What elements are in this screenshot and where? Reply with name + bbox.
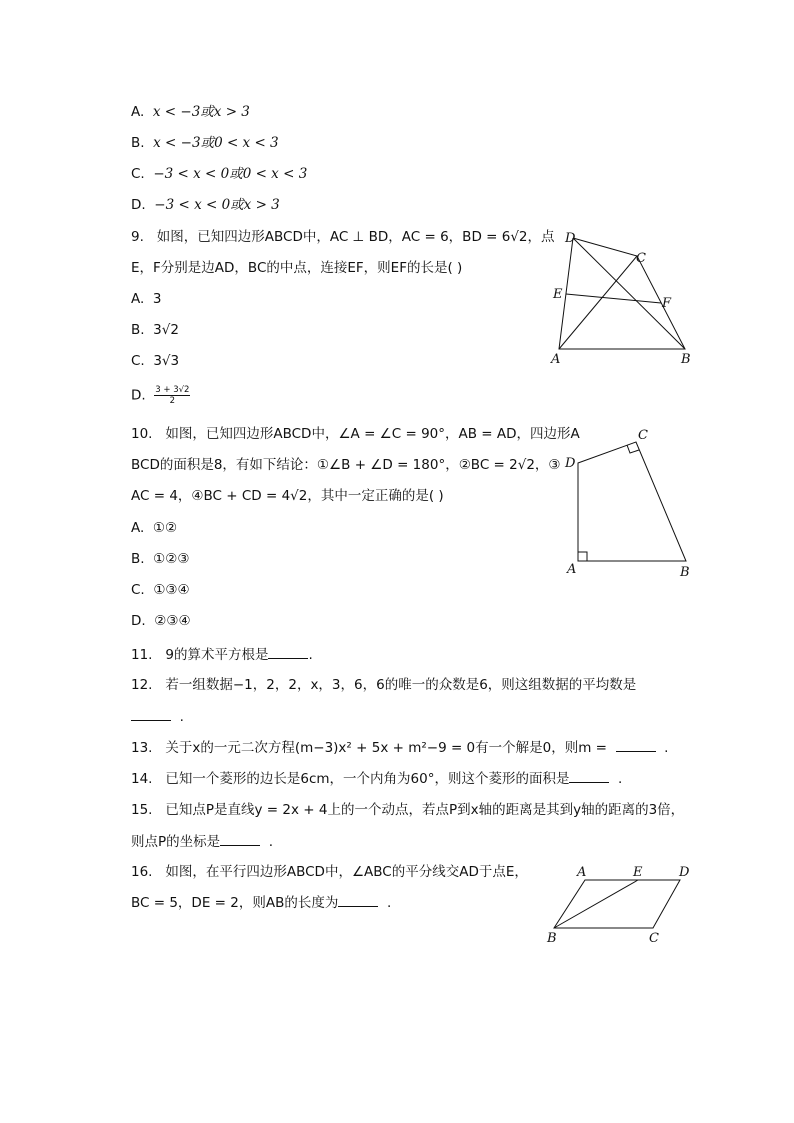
q16-label-d: D [679,865,690,880]
q9-segment-ef [566,294,661,303]
q10-label-b: B [680,565,690,580]
question-text: E，F分别是边AD，BC的中点，连接EF，则EF的长是( ) [131,260,463,276]
question-number: 13. [131,740,153,756]
q16-figure [543,862,698,950]
option-text: x < −3或0 < x < 3 [153,135,279,151]
q10-option-a [131,518,177,538]
option-label: B. [131,322,145,338]
q16-label-e: E [633,865,643,880]
option-label: C. [131,582,145,598]
option-label: B. [131,135,145,151]
question-text: 关于x的一元二次方程(m−3)x² + 5x + m²−9 = 0有一个解是0，则m = [165,740,612,756]
question-text: 若一组数据−1，2，2，x，3，6，6的唯一的众数是6，则这组数据的平均数是 [165,677,637,693]
q8-option-d [131,195,280,215]
q9-label-e: E [553,287,563,302]
option-text: x < −3或x > 3 [152,104,250,120]
q10-label-a: A [567,562,577,577]
option-text: ②③④ [154,613,191,629]
question-end: . [268,834,274,850]
q16-label-c: C [649,931,659,946]
answer-blank[interactable] [131,706,171,721]
option-fraction [154,385,190,406]
q12-line2 [131,706,184,727]
question-end: . [386,895,392,911]
q16-label-a: A [577,865,587,880]
answer-blank[interactable] [220,831,260,846]
q16-line1 [131,862,528,882]
option-label: D. [131,387,146,404]
q9-diagonal-ac [559,256,637,349]
q9-label-c: C [636,251,646,266]
question-text: AC = 4，④BC + CD = 4√2，其中一定正确的是( ) [131,488,444,504]
option-text: 3 [152,291,162,307]
question-text: 如图，在平行四边形ABCD中，∠ABC的平分线交AD于点E， [165,864,528,880]
question-number: 12. [131,677,153,693]
q10-stem-line1 [131,424,580,444]
q9-option-a [131,289,161,309]
q15-line2 [131,831,273,852]
question-number: 15. [131,802,153,818]
question-number: 11. [131,647,153,663]
q10-stem-line2 [131,455,561,475]
question-text: 如图，已知四边形ABCD中，AC ⊥ BD，AC = 6，BD = 6√2，点 [156,229,555,245]
option-text: −3 < x < 0或0 < x < 3 [153,166,308,182]
option-label: A. [131,104,145,120]
answer-blank[interactable] [569,768,609,783]
option-label: B. [131,551,145,567]
question-text: 9的算术平方根是 [165,647,269,663]
q16-line2 [131,892,391,913]
answer-blank[interactable] [616,737,656,752]
option-text: ①②③ [153,551,190,567]
q9-quadrilateral [559,238,685,349]
q9-stem-line2 [131,258,462,278]
question-number: 9. [131,229,144,245]
option-text: ①③④ [153,582,190,598]
option-label: D. [131,197,146,213]
option-label: C. [131,353,145,369]
q9-label-b: B [681,352,691,367]
question-text: 已知一个菱形的边长是6cm，一个内角为60°，则这个菱形的面积是 [165,771,570,787]
q16-label-b: B [547,931,557,946]
fraction-denominator: 2 [169,396,176,406]
question-text: BC = 5，DE = 2，则AB的长度为 [131,895,339,911]
option-text: ①② [152,520,178,536]
answer-blank[interactable] [268,644,308,659]
q9-figure [545,228,705,368]
q9-label-a: A [551,352,561,367]
option-label: C. [131,166,145,182]
question-text: 已知点P是直线y = 2x + 4上的一个动点，若点P到x轴的距离是其到y轴的距离的3倍， [165,802,685,818]
q9-option-d [131,385,190,406]
q15-line1 [131,800,684,820]
q10-right-angle-c [627,445,639,453]
q9-label-d: D [565,231,576,246]
fraction-numerator: 3 + 3√2 [155,385,190,395]
q13 [131,737,668,758]
q10-figure [560,425,700,583]
question-end: . [664,740,669,756]
q9-stem-line1 [131,227,555,247]
question-end: . [179,709,184,725]
option-text: −3 < x < 0或x > 3 [154,197,280,213]
question-number: 10. [131,426,153,442]
q16-parallelogram [554,880,680,928]
q8-option-b [131,133,279,153]
q8-option-a [131,102,250,122]
q14 [131,768,622,789]
q9-diagonal-bd [573,238,685,349]
option-text: 3√3 [153,353,180,369]
q10-stem-line3 [131,486,444,506]
question-end: . [618,771,623,787]
q11 [131,644,313,665]
q9-option-b [131,320,179,340]
question-text: 如图，已知四边形ABCD中，∠A = ∠C = 90°，AB = AD，四边形A [165,426,580,442]
q10-option-d [131,611,191,631]
q10-option-b [131,549,189,569]
question-number: 16. [131,864,153,880]
option-label: A. [131,520,145,536]
q9-label-f: F [662,296,672,311]
q10-label-d: D [565,456,576,471]
q10-right-angle-a [578,552,587,561]
question-text: BCD的面积是8，有如下结论：①∠B + ∠D = 180°，②BC = 2√2，③ [131,457,561,473]
option-text: 3√2 [153,322,179,338]
option-label: A. [131,291,145,307]
q12-line1 [131,675,636,695]
q16-bisector-be [554,880,638,928]
q9-option-c [131,351,179,371]
question-end: . [308,647,313,663]
q8-option-c [131,164,307,184]
q10-option-c [131,580,190,600]
answer-blank[interactable] [338,892,378,907]
q10-quadrilateral [578,442,686,561]
question-text: 则点P的坐标是 [131,834,221,850]
q10-label-c: C [638,428,648,443]
question-number: 14. [131,771,153,787]
option-label: D. [131,613,146,629]
